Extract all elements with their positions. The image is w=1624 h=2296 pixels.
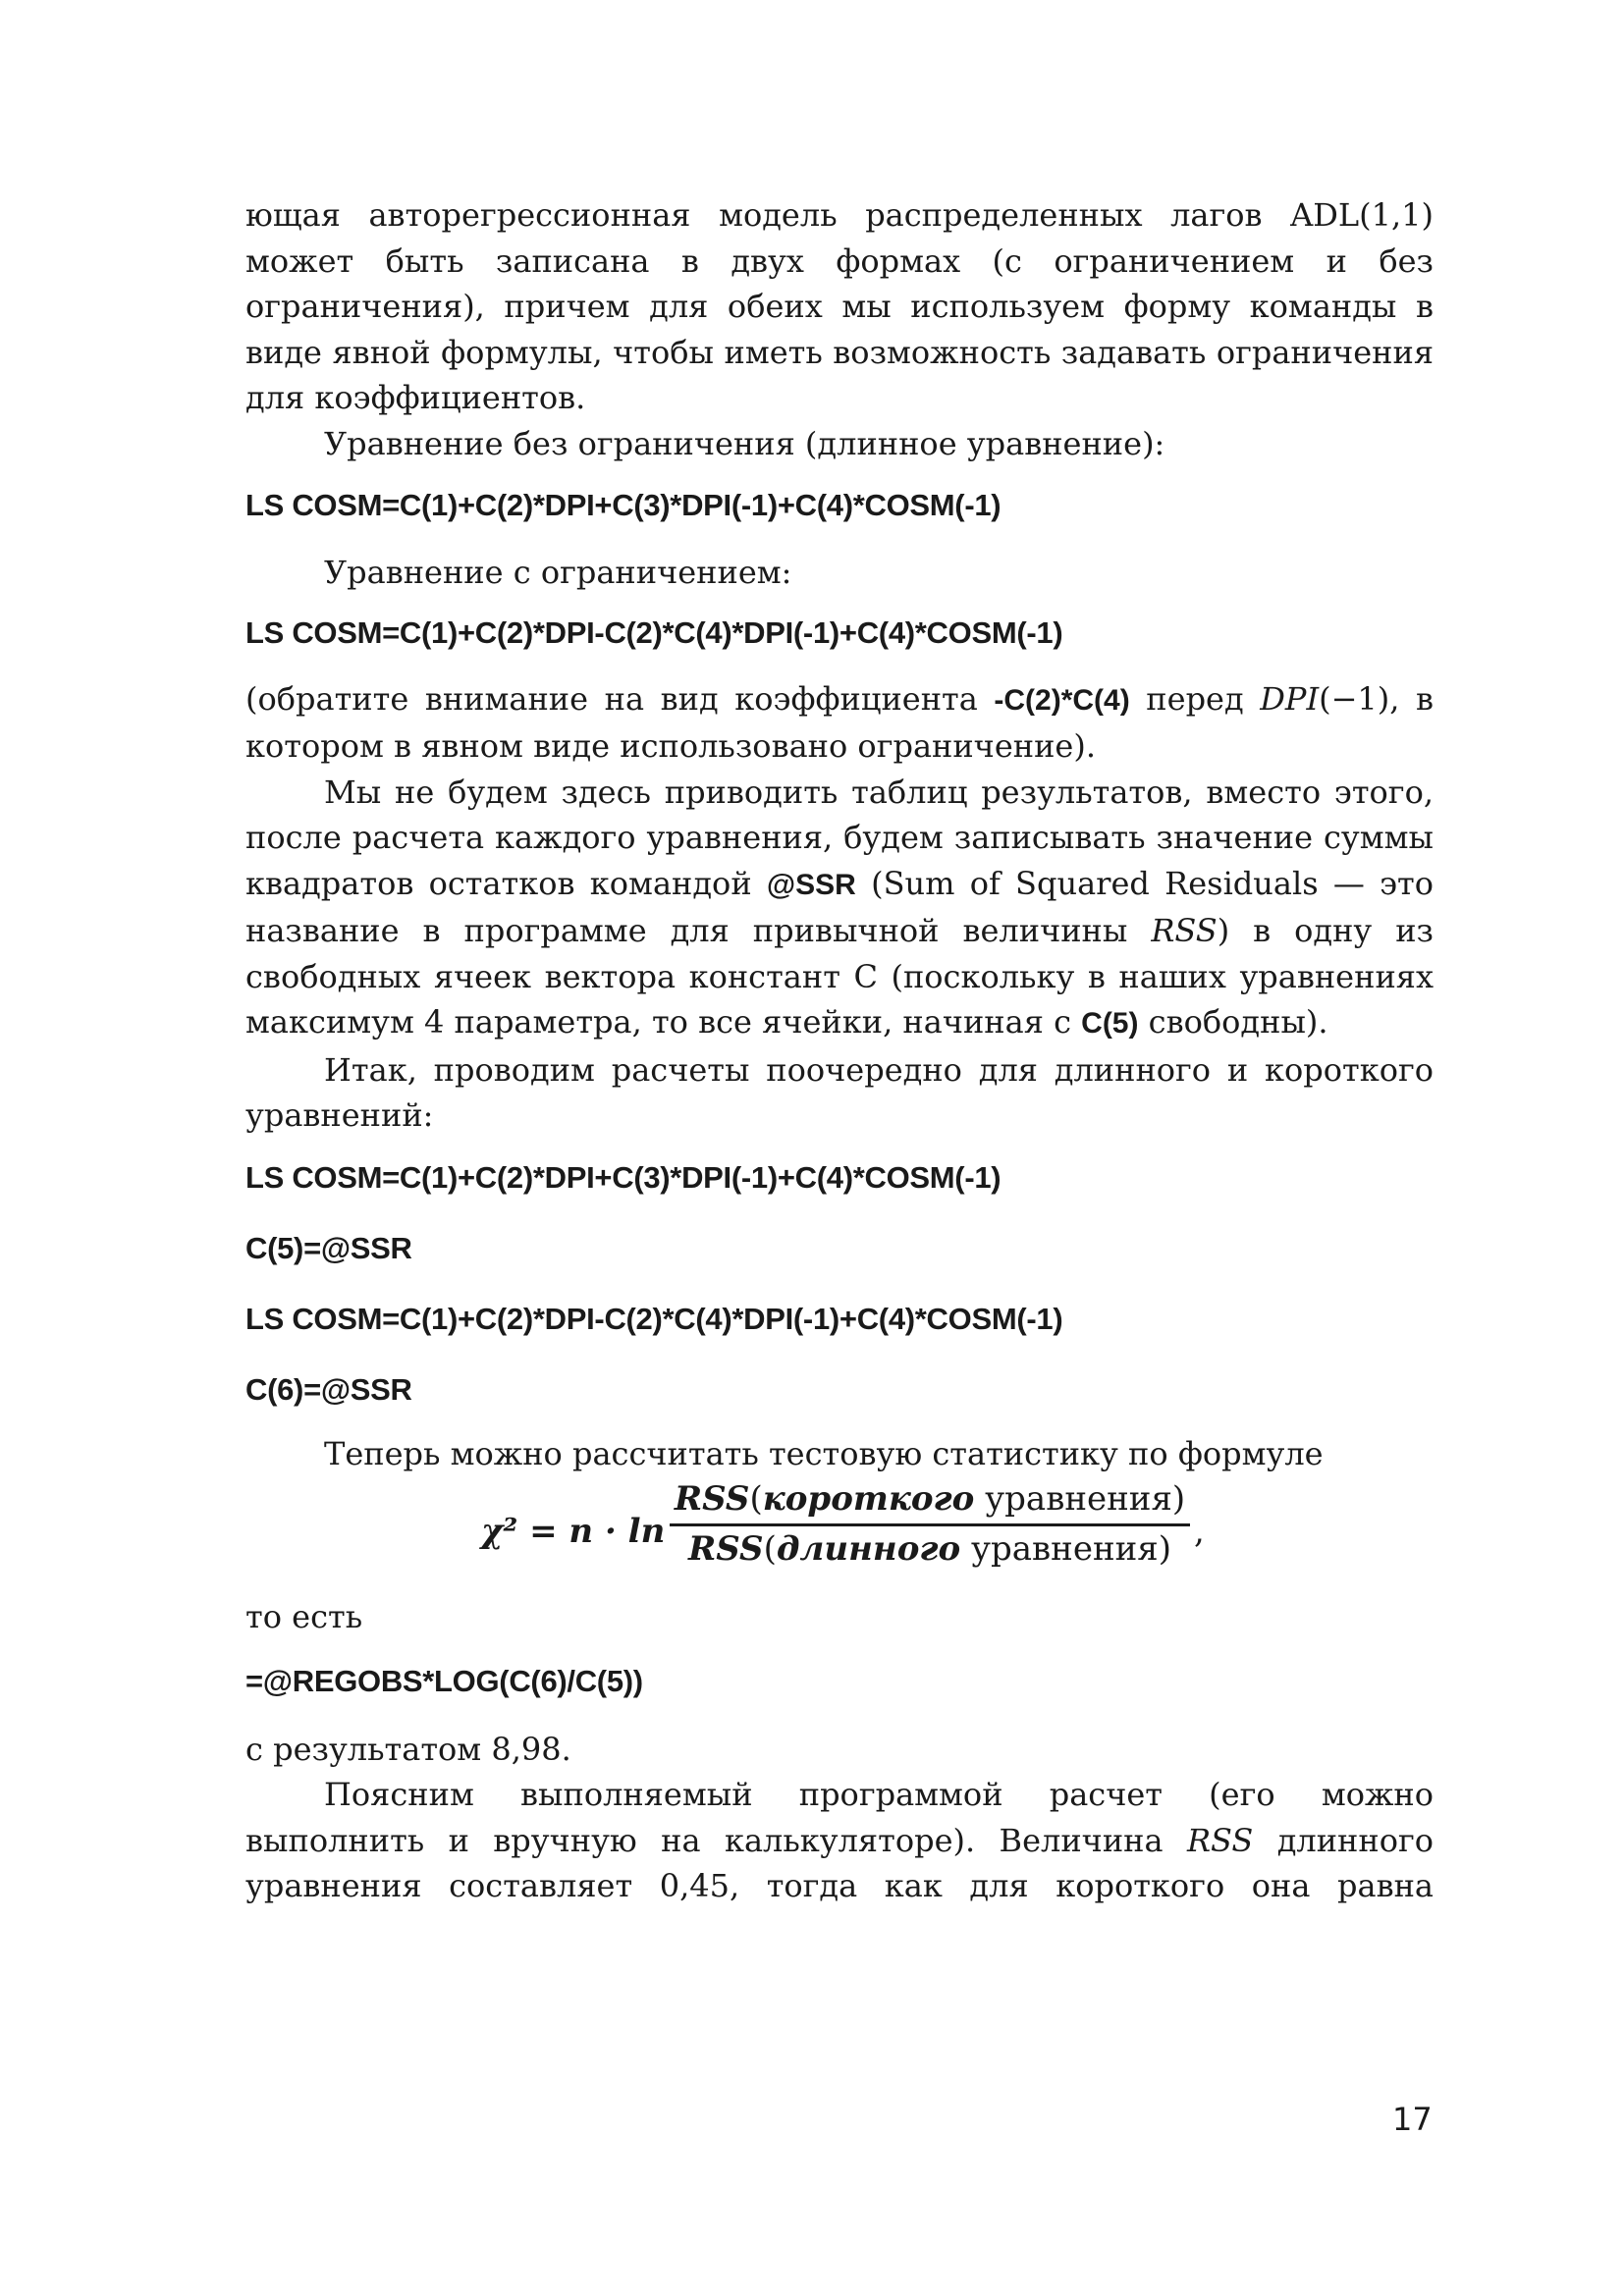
code-short-eq: LS COSM=C(1)+C(2)*DPI-C(2)*C(4)*DPI(-1)+C(4)*COSM(-1): [245, 1301, 1063, 1336]
explain-math-rss: RSS: [1186, 1821, 1254, 1859]
chi-square-formula: [245, 1476, 1434, 1584]
paragraph-ssr: [245, 770, 1434, 1047]
page-number: 17: [1392, 2101, 1433, 2138]
paragraph-intro: ющая авторегрессионная модель распределенных лагов ADL(1,1) может быть записана в двух формах (с ограничением и без ограничения), причем для обеих мы используем форму команды в виде явной формулы, чтобы иметь возможность задавать ограничения для коэффициентов.: [245, 196, 1434, 416]
paragraph-note: [245, 676, 1434, 770]
paragraph-unrestricted-label: Уравнение без ограничения (длинное уравнение):: [324, 424, 1165, 462]
ssr-text-a: Мы не будем здесь приводить таблиц результатов, вместо этого, после расчета каждого уравнения, будем записывать значение суммы квадратов остатков командой: [245, 773, 1434, 902]
ssr-math-rss: RSS: [1151, 912, 1218, 949]
explain-text-a: Поясним выполняемый программой расчет (его можно выполнить и вручную на калькуляторе). Величина: [245, 1776, 1434, 1859]
formula-lhs: χ² = n · ln: [481, 1512, 666, 1551]
formula-numerator: RSS(короткого уравнения): [670, 1476, 1190, 1526]
ssr-text-c: ) в одну из свободных ячеек вектора констант C (поскольку в наших уравнениях максимум 4 параметра, то все ячейки, начиная с: [245, 912, 1434, 1041]
code-unrestricted: LS COSM=C(1)+C(2)*DPI+C(3)*DPI(-1)+C(4)*COSM(-1): [245, 488, 1001, 522]
code-restricted: LS COSM=C(1)+C(2)*DPI-C(2)*C(4)*DPI(-1)+C(4)*COSM(-1): [245, 614, 1063, 650]
paragraph-explain: [245, 1772, 1434, 1909]
paragraph-statistic: Теперь можно рассчитать тестовую статистику по формуле: [324, 1434, 1324, 1472]
ssr-code-c5: C(5): [1081, 1007, 1139, 1040]
paragraph-result: с результатом 8,98.: [245, 1730, 571, 1768]
formula-denominator: RSS(длинного уравнения): [687, 1529, 1171, 1569]
paragraph-that-is: то есть: [245, 1598, 363, 1635]
formula-comma: ,: [1194, 1512, 1205, 1551]
ssr-code: @SSR: [766, 868, 856, 901]
ssr-text-d: свободны).: [1138, 1003, 1328, 1041]
ssr-text-b: (Sum of Squared Residuals — это название в программе для привычной величины: [245, 864, 1435, 949]
code-long-eq: LS COSM=C(1)+C(2)*DPI+C(3)*DPI(-1)+C(4)*COSM(-1): [245, 1159, 1001, 1195]
explain-text-b: длинного уравнения составляет 0,45, тогда как для короткого она равна: [245, 1821, 1435, 1904]
note-math-dpi: DPI: [1260, 679, 1320, 718]
paragraph-restricted-label: Уравнение с ограничением:: [324, 554, 792, 591]
code-regobs: =@REGOBS*LOG(C(6)/C(5)): [245, 1663, 643, 1698]
formula-fraction: [670, 1476, 1190, 1572]
note-text-a: (обратите внимание на вид коэффициента: [245, 679, 995, 718]
page-body: [245, 192, 1434, 1909]
code-c5-ssr: C(5)=@SSR: [245, 1230, 412, 1265]
note-text-b: перед: [1129, 679, 1261, 718]
note-code: -C(2)*C(4): [994, 683, 1130, 717]
note-text-c: (−1), в котором в явном виде использовано ограничение).: [245, 679, 1434, 765]
code-c6-ssr: C(6)=@SSR: [245, 1371, 412, 1407]
paragraph-compute: Итак, проводим расчеты поочередно для длинного и короткого уравнений:: [245, 1050, 1434, 1134]
